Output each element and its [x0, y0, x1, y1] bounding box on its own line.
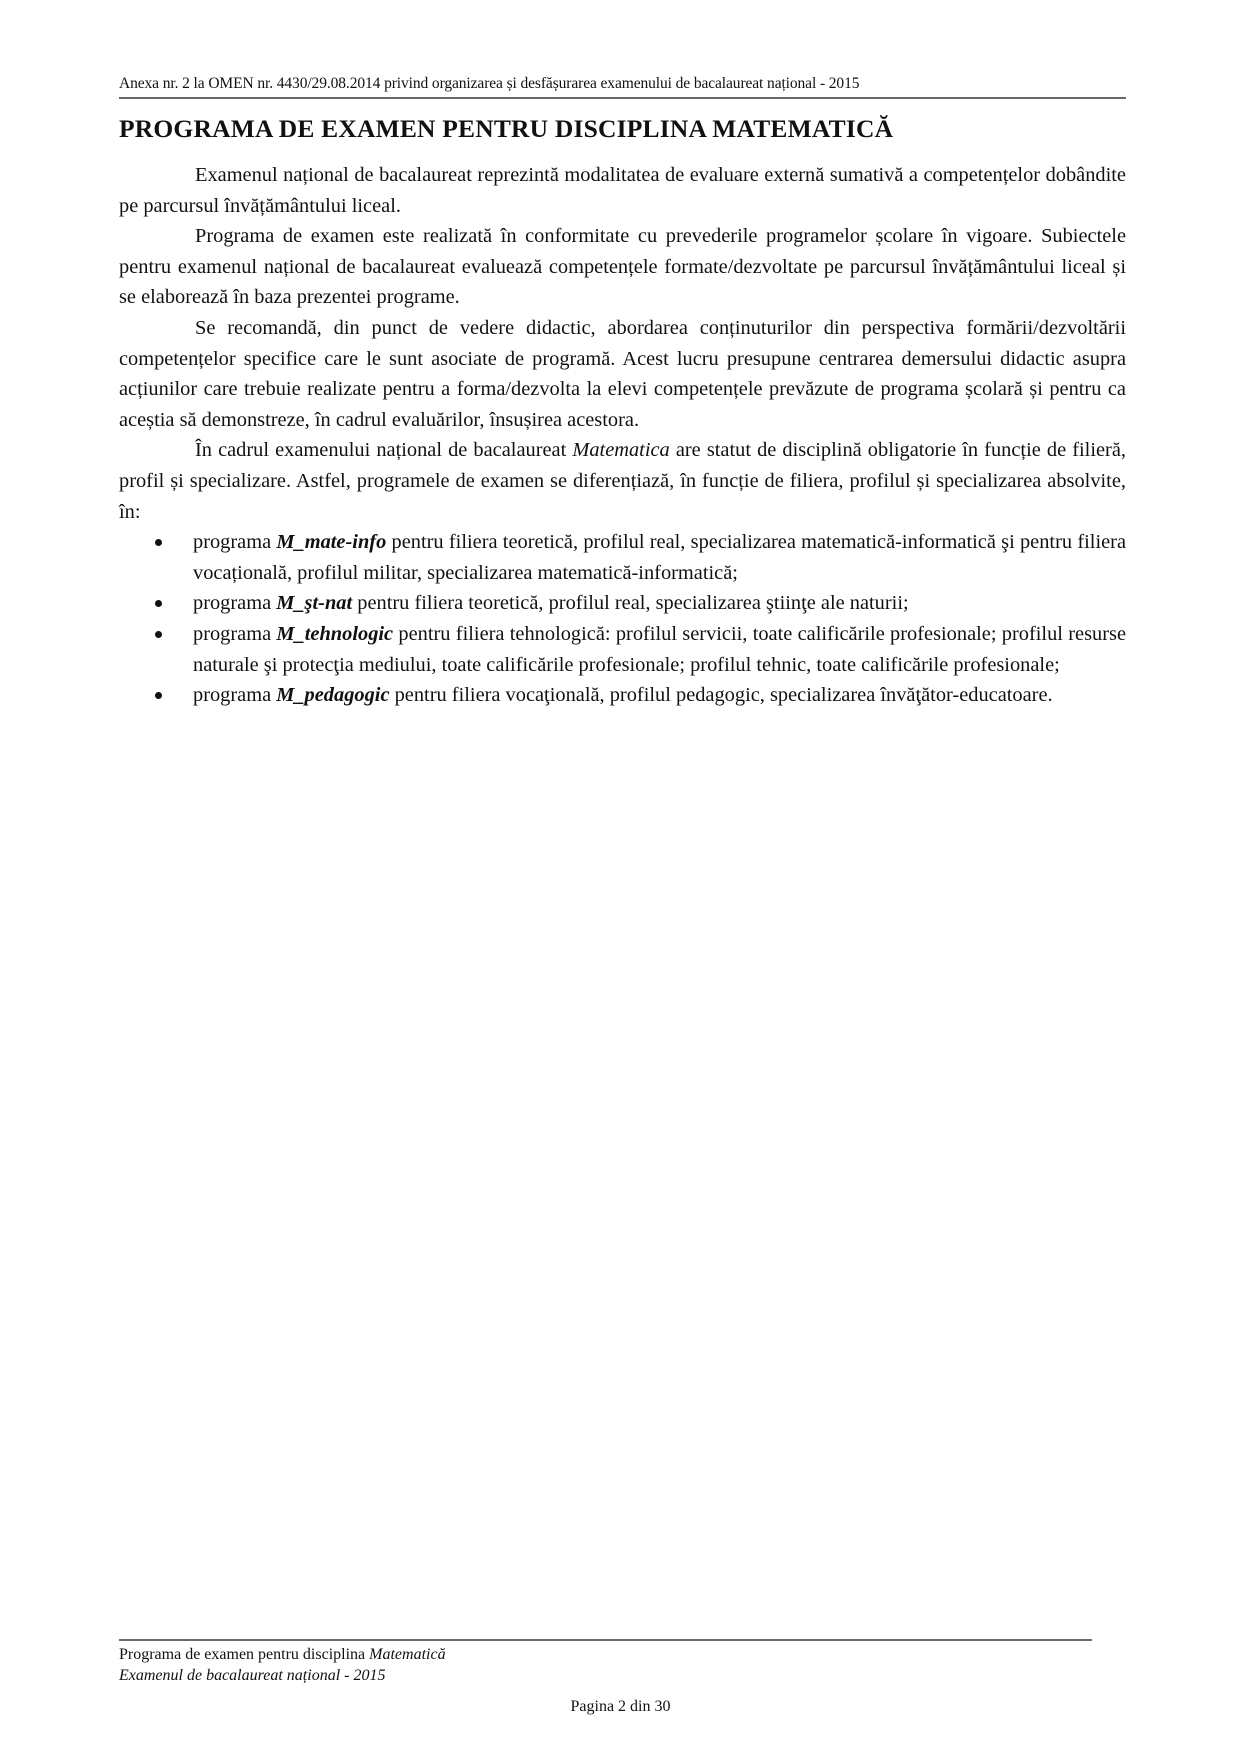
program-name: M_pedagogic [276, 684, 390, 707]
list-item-text: pentru filiera tehnologică: profilul servicii, toate calificările profesionale; profilul resurse naturale şi protecţia mediului, toate calificările profesionale; profilul tehnic, toate calificările profesionale; [193, 622, 1126, 676]
document-body [119, 160, 1126, 711]
footer-line-1 [119, 1644, 446, 1665]
running-header: Anexa nr. 2 la OMEN nr. 4430/29.08.2014 privind organizarea și desfășurarea examenului de bacalaureat național - 2015 [119, 75, 860, 92]
footer-line-2: Examenul de bacalaureat național - 2015 [119, 1667, 386, 1684]
program-list [119, 527, 1126, 711]
list-item [119, 680, 1126, 711]
list-item-prefix: programa [193, 531, 277, 554]
header-divider [119, 97, 1126, 99]
footer-divider [119, 1639, 1092, 1641]
list-item-prefix: programa [193, 592, 277, 615]
bullet-icon [155, 600, 162, 607]
list-item-text: pentru filiera teoretică, profilul real, specializarea matematică-informatică şi pentru filiera vocațională, profilul militar, specializarea matematică-informatică; [193, 531, 1127, 584]
list-item-prefix: programa [193, 622, 277, 645]
paragraph [119, 435, 1126, 527]
running-footer [119, 1644, 446, 1686]
paragraph-text: are statut de disciplină obligatorie în funcție de filieră, profil și specializare. Astfel, programele de examen se diferențiază, în funcție de filiera, profilul și specializarea absolvite, în: [119, 439, 1126, 523]
paragraph-text: În cadrul examenului național de bacalaureat [195, 439, 573, 462]
footer-text: Programa de examen pentru disciplina [119, 1646, 370, 1663]
list-item [119, 527, 1126, 588]
list-item [119, 619, 1126, 680]
bullet-icon [155, 692, 162, 699]
footer-subject: Matematică [369, 1646, 446, 1663]
program-name: M_tehnologic [276, 622, 394, 645]
list-item [119, 588, 1126, 619]
list-item-text: pentru filiera vocaţională, profilul pedagogic, specializarea învăţător-educatoare. [389, 684, 1053, 707]
bullet-icon [155, 631, 162, 638]
document-title: PROGRAMA DE EXAMEN PENTRU DISCIPLINA MATEMATICĂ [119, 114, 894, 143]
paragraph: Programa de examen este realizată în conformitate cu prevederile programelor școlare în vigoare. Subiectele pentru examenul național de bacalaureat evaluează competențele formate/dezvoltate pe parcursul învățământului liceal și se elaborează în baza prezentei programe. [119, 225, 1126, 309]
subject-name: Matematica [572, 439, 670, 462]
page-number: Pagina 2 din 30 [570, 1698, 671, 1715]
list-item-text: pentru filiera teoretică, profilul real, specializarea ştiinţe ale naturii; [352, 592, 909, 615]
program-name: M_mate-info [276, 531, 387, 554]
paragraph: Examenul național de bacalaureat reprezintă modalitatea de evaluare externă sumativă a competențelor dobândite pe parcursul învățământului liceal. [119, 164, 1126, 217]
paragraph: Se recomandă, din punct de vedere didactic, abordarea conținuturilor din perspectiva formării/dezvoltării competențelor specifice care le sunt asociate de programă. Acest lucru presupune centrarea demersului didactic asupra acțiunilor care trebuie realizate pentru a forma/dezvolta la elevi competențele prevăzute de programa școlară și pentru ca aceștia să demonstreze, în cadrul evaluărilor, însușirea acestora. [119, 316, 1126, 431]
program-name: M_şt-nat [276, 592, 353, 615]
list-item-prefix: programa [193, 684, 277, 707]
bullet-icon [155, 539, 162, 546]
